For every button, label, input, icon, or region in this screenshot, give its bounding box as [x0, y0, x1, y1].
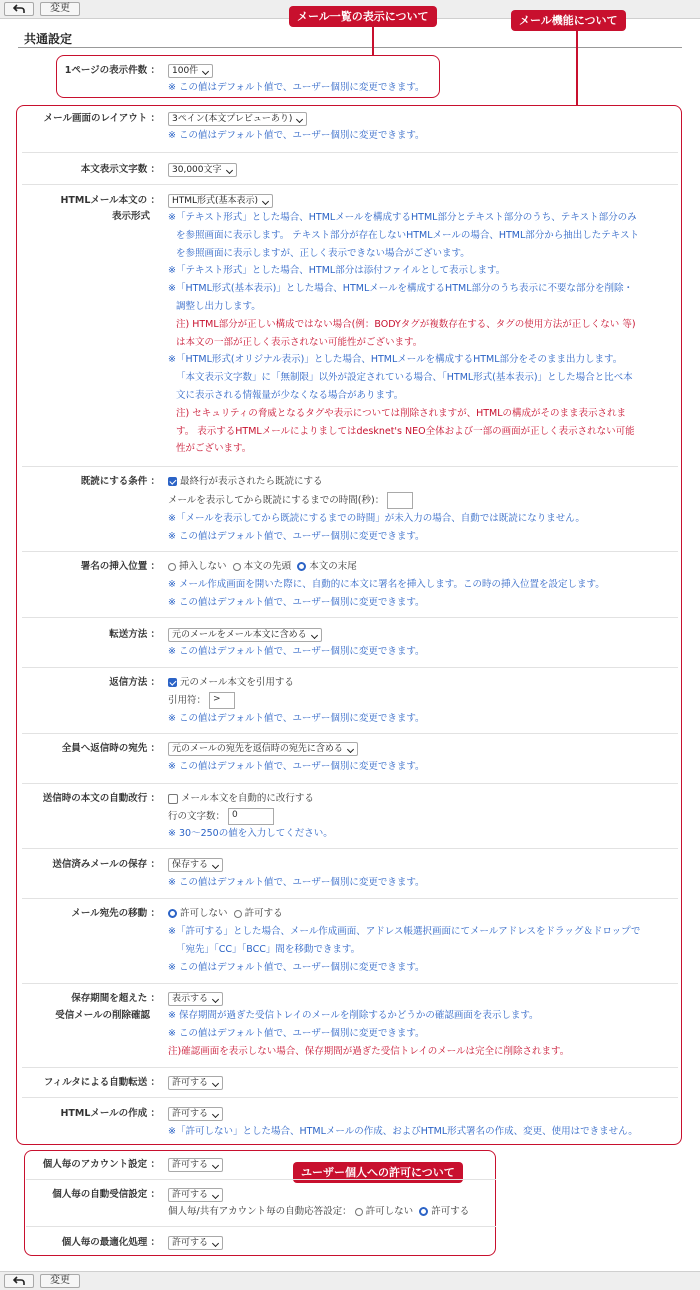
- callout-stem: [372, 27, 374, 55]
- html-format-label-line2: 表示形式: [111, 211, 150, 222]
- html-format-note: ※「テキスト形式」とした場合、HTML部分は添付ファイルとして表示します。: [168, 265, 506, 277]
- callout-user-permission: ユーザー個人への許可について: [293, 1162, 463, 1183]
- back-button[interactable]: [4, 2, 34, 16]
- signature-label: 署名の挿入位置 ：: [80, 561, 160, 572]
- auto-receive-label: 個人毎の自動受信設定 ：: [52, 1189, 160, 1200]
- html-format-note: 調整し出力します。: [176, 300, 261, 312]
- row-divider: [22, 667, 678, 668]
- auto-wrap-note: ※ 30～250の値を入力してください。: [168, 828, 333, 839]
- auto-reply-option-label: 許可する: [431, 1206, 470, 1217]
- save-sent-select[interactable]: 保存する: [168, 858, 223, 872]
- row-divider: [22, 551, 678, 552]
- move-address-label: メール宛先の移動 ：: [71, 908, 160, 919]
- callout-stem: [576, 31, 578, 105]
- row-divider: [22, 848, 678, 849]
- row-divider: [26, 1179, 496, 1180]
- layout-label: メール画面のレイアウト ：: [43, 113, 160, 124]
- expired-delete-label: 保存期間を超えた ：: [71, 993, 160, 1004]
- callout-list-display: メール一覧の表示について: [289, 6, 437, 27]
- row-divider: [22, 1097, 678, 1098]
- reply-all-label: 全員へ返信時の宛先 ：: [61, 743, 160, 754]
- section-title: 共通設定: [24, 32, 73, 46]
- html-format-warning: は本文の一部が正しく表示されない可能性がございます。: [176, 336, 423, 348]
- read-time-label: メールを表示してから既読にするまでの時間(秒)：: [168, 495, 385, 506]
- move-address-note: ※ この値はデフォルト値で、ユーザー個別に変更できます。: [168, 962, 425, 973]
- auto-reply-radio-deny[interactable]: [355, 1208, 363, 1216]
- move-address-note: 「宛先」「CC」「BCC」間を移動できます。: [176, 944, 361, 955]
- account-setting-label: 個人毎のアカウント設定 ：: [42, 1159, 160, 1170]
- html-format-note: を参照画面に表示します。 テキスト部分が存在しないHTMLメールの場合、HTML部分から抽出したテキスト: [176, 229, 640, 241]
- move-address-radio-allow[interactable]: [234, 910, 242, 918]
- html-format-note: 文に表示される情報量が少なくなる場合があります。: [176, 389, 404, 401]
- save-sent-label: 送信済みメールの保存 ：: [52, 859, 160, 870]
- back-button[interactable]: [4, 1274, 34, 1288]
- html-format-note: ※「HTML形式(基本表示)」とした場合、HTMLメールを構成するHTML部分のうち表示に不要な部分を削除・: [168, 283, 633, 295]
- row-divider: [22, 184, 678, 185]
- row-divider: [22, 617, 678, 618]
- row-divider: [22, 983, 678, 984]
- read-condition-checkbox[interactable]: [168, 477, 177, 486]
- reply-all-select[interactable]: 元のメールの宛先を返信時の宛先に含める: [168, 742, 358, 756]
- html-compose-label: HTMLメールの作成 ：: [60, 1108, 160, 1119]
- callout-mail-features: メール機能について: [511, 10, 626, 31]
- auto-reply-radio-allow[interactable]: [419, 1207, 428, 1216]
- read-condition-note: ※ この値はデフォルト値で、ユーザー個別に変更できます。: [168, 531, 425, 542]
- auto-reply-option-label: 許可しない: [365, 1206, 414, 1217]
- filter-forward-select[interactable]: 許可する: [168, 1076, 223, 1090]
- reply-all-note: ※ この値はデフォルト値で、ユーザー個別に変更できます。: [168, 761, 425, 772]
- expired-delete-select[interactable]: 表示する: [168, 992, 223, 1006]
- layout-select[interactable]: 3ペイン(本文プレビューあり): [168, 112, 307, 126]
- row-divider: [22, 783, 678, 784]
- layout-note: ※ この値はデフォルト値で、ユーザー個別に変更できます。: [168, 130, 425, 141]
- signature-option-label: 挿入しない: [179, 561, 227, 572]
- signature-note: ※ メール作成画面を開いた際に、自動的に本文に署名を挿入します。この時の挿入位置を設定します。: [168, 579, 605, 590]
- page-count-label: 1ページの表示件数 ：: [64, 65, 160, 76]
- move-address-radio-deny[interactable]: [168, 909, 177, 918]
- auto-receive-select[interactable]: 許可する: [168, 1188, 223, 1202]
- move-address-option-label: 許可しない: [180, 908, 228, 919]
- row-divider: [22, 733, 678, 734]
- change-button[interactable]: 変更: [40, 1274, 80, 1288]
- html-format-note: を参照画面に表示しますが、正しく表示できない場合がございます。: [176, 247, 470, 259]
- move-address-note: ※「許可する」とした場合、メール作成画面、アドレス帳選択画面にてメールアドレスをドラッグ＆ドロップで: [168, 926, 641, 937]
- forward-select[interactable]: 元のメールをメール本文に含める: [168, 628, 322, 642]
- filter-forward-label: フィルタによる自動転送 ：: [43, 1077, 160, 1088]
- read-condition-checkbox-label: 最終行が表示されたら既読にする: [180, 476, 323, 487]
- row-divider: [22, 1067, 678, 1068]
- read-condition-note: ※「メールを表示してから既読にするまでの時間」が未入力の場合、自動では既読になりません。: [168, 513, 585, 524]
- page-count-select[interactable]: 100件: [168, 64, 213, 78]
- save-sent-note: ※ この値はデフォルト値で、ユーザー個別に変更できます。: [168, 877, 425, 888]
- read-condition-label: 既読にする条件 ：: [80, 476, 160, 487]
- html-format-warning: 注) HTML部分が正しい構成ではない場合(例：BODYタグが複数存在する、タグの使用方法が正しくない 等): [176, 318, 636, 330]
- auto-wrap-label: 送信時の本文の自動改行 ：: [42, 793, 160, 804]
- html-format-note: 「本文表示文字数」に「無制限」以外が設定されている場合、「HTML形式(基本表示)」とした場合と比べ本: [176, 372, 633, 384]
- back-arrow-icon: [13, 4, 25, 14]
- row-divider: [22, 898, 678, 899]
- signature-radio-bottom[interactable]: [297, 562, 306, 571]
- signature-note: ※ この値はデフォルト値で、ユーザー個別に変更できます。: [168, 597, 425, 608]
- change-button[interactable]: 変更: [40, 2, 80, 16]
- signature-radio-none[interactable]: [168, 563, 176, 571]
- account-setting-select[interactable]: 許可する: [168, 1158, 223, 1172]
- back-arrow-icon: [13, 1276, 25, 1286]
- html-compose-note: ※「許可しない」とした場合、HTMLメールの作成、およびHTML形式署名の作成、変更、使用はできません。: [168, 1126, 638, 1137]
- html-compose-select[interactable]: 許可する: [168, 1107, 223, 1121]
- line-chars-label: 行の文字数：: [168, 811, 226, 822]
- body-chars-select[interactable]: 30,000文字: [168, 163, 237, 177]
- html-format-note: ※「テキスト形式」とした場合、HTMLメールを構成するHTML部分とテキスト部分のうち、テキスト部分のみ: [168, 212, 637, 223]
- page-count-note: ※ この値はデフォルト値で、ユーザー個別に変更できます。: [168, 82, 425, 93]
- expired-delete-warning: 注)確認画面を表示しない場合、保存期間が過ぎた受信トレイのメールは完全に削除されます。: [168, 1046, 570, 1057]
- auto-reply-label: 個人毎/共有アカウント毎の自動応答設定：: [168, 1206, 352, 1217]
- html-format-warning: 注) セキュリティの脅威となるタグや表示については削除されますが、HTMLの構成がそのまま表示されま: [176, 407, 627, 419]
- read-time-input[interactable]: [387, 492, 413, 509]
- body-chars-label: 本文表示文字数 ：: [80, 164, 160, 175]
- bottom-toolbar: [0, 1271, 700, 1290]
- reply-note: ※ この値はデフォルト値で、ユーザー個別に変更できます。: [168, 713, 425, 724]
- reply-label: 返信方法 ：: [109, 677, 160, 688]
- html-format-label: HTMLメール本文の ：: [60, 195, 160, 206]
- expired-delete-note: ※ この値はデフォルト値で、ユーザー個別に変更できます。: [168, 1028, 425, 1039]
- reply-quote-checkbox-label: 元のメール本文を引用する: [180, 677, 294, 688]
- move-address-option-label: 許可する: [244, 908, 283, 919]
- expired-delete-note: ※ 保存期間が過ぎた受信トレイのメールを削除するかどうかの確認画面を表示します。: [168, 1010, 539, 1021]
- row-divider: [26, 1226, 496, 1227]
- row-divider: [22, 466, 678, 467]
- signature-option-label: 本文の末尾: [309, 561, 357, 572]
- page-count-value-wrap: [168, 63, 213, 78]
- optimize-label: 個人毎の最適化処理 ：: [61, 1237, 160, 1248]
- optimize-select[interactable]: 許可する: [168, 1236, 223, 1250]
- html-format-warning: 性がございます。: [176, 443, 252, 455]
- row-divider: [22, 152, 678, 153]
- quote-mark-input[interactable]: >: [209, 692, 235, 709]
- signature-radio-top[interactable]: [233, 563, 241, 571]
- forward-note: ※ この値はデフォルト値で、ユーザー個別に変更できます。: [168, 646, 425, 657]
- section-divider: [18, 47, 682, 48]
- reply-quote-checkbox[interactable]: [168, 678, 177, 687]
- auto-wrap-checkbox-label: メール本文を自動的に改行する: [181, 793, 314, 804]
- html-format-select[interactable]: HTML形式(基本表示): [168, 194, 273, 208]
- quote-mark-label: 引用符：: [168, 695, 207, 706]
- line-chars-input[interactable]: 0: [228, 808, 274, 825]
- signature-option-label: 本文の先頭: [243, 561, 292, 572]
- expired-delete-label-line2: 受信メールの削除確認: [55, 1010, 150, 1021]
- html-format-notes: [168, 209, 639, 458]
- auto-wrap-checkbox[interactable]: [168, 794, 178, 804]
- forward-label: 転送方法 ：: [109, 629, 160, 640]
- html-format-warning: す。 表示するHTMLメールによりましてはdesknet's NEO全体および一部の画面が正しく表示されない可能: [176, 425, 635, 437]
- html-format-note: ※「HTML形式(オリジナル表示)」とした場合、HTMLメールを構成するHTML部分をそのまま出力します。: [168, 354, 623, 366]
